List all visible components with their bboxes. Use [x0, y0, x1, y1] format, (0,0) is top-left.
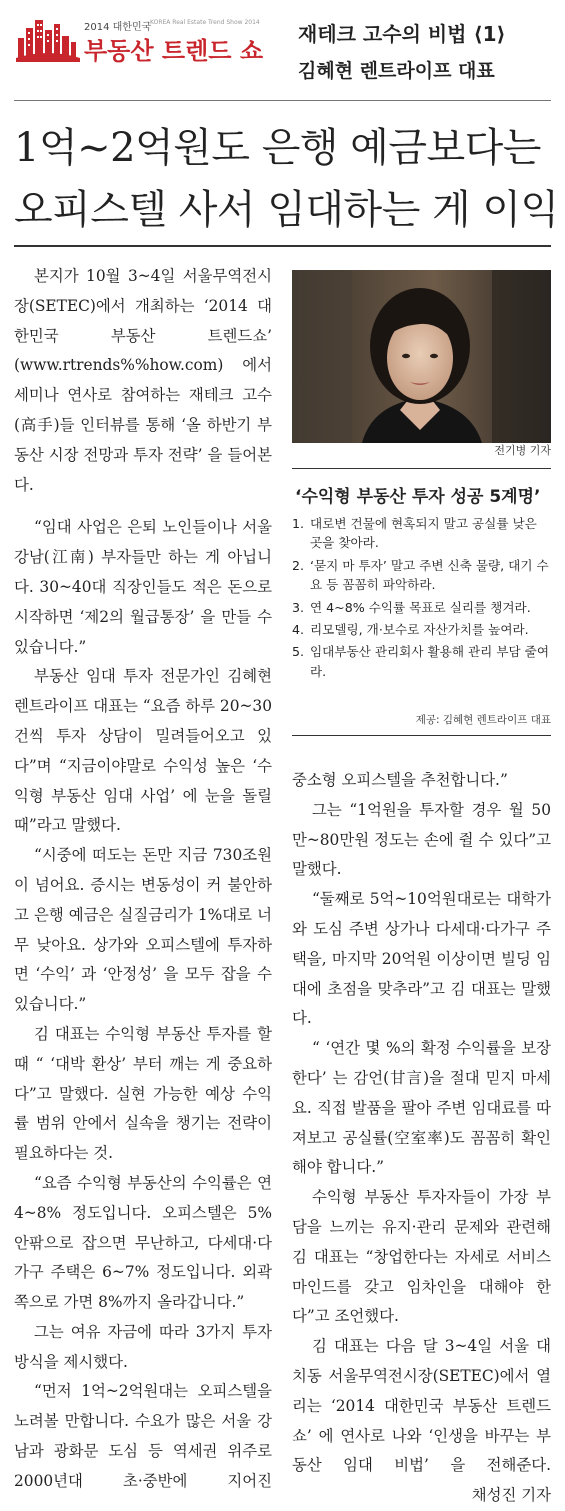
article-paragraph: “먼저 1억~2억원대는 오피스텔을 노려볼 만합니다. 수요가 많은 서울 강남과 광화문 도심 등 역세권 위주로 2000년대 초·중반에 지어진 — [14, 1382, 272, 1490]
logo-subtitle: KOREA Real Estate Trend Show 2014 — [150, 19, 260, 26]
list-item — [292, 642, 551, 681]
article-paragraph: “시중에 떠도는 돈만 지금 730조원이 넘어요. 증시는 변동성이 커 불안하고 은행 예금은 실질금리가 1%대로 너무 낮아요. 상가와 오피스텔에 투자하면 ‘수익’ 과 ‘안정성’ 을 모두 잡을 수 있습니다.” — [14, 846, 272, 1014]
list-item-number: 3. — [292, 599, 305, 615]
article-paragraph: “요즘 수익형 부동산의 수익률은 연 4~8% 정도입니다. 오피스텔은 5% 안팎으로 잡으면 무난하고, 다세대·다가구 주택은 6~7% 정도입니다. 외곽 쪽으로 가면 8%까지 올라갑니다.” — [14, 1173, 272, 1312]
sidebar-top-rule — [292, 468, 551, 469]
article-paragraph: “ ‘연간 몇 %의 확정 수익률을 보장한다’ 는 감언(甘言)을 절대 믿지 마세요. 직접 발품을 팔아 주변 임대료를 따져보고 공실률(空室率)도 꼼꼼히 확인해야 합니다.” — [292, 1039, 551, 1177]
list-item-number: 5. — [292, 644, 305, 660]
sidebar-bottom-rule — [292, 735, 551, 736]
columnist-byline: 김혜현 렌트라이프 대표 — [298, 60, 495, 82]
logo-year: 2014 대한민국 — [84, 22, 152, 33]
article-paragraph: 그는 여유 자금에 따라 3가지 투자 방식을 제시했다. — [14, 1322, 272, 1371]
list-item-text: ‘묻지 마 투자’ 말고 주변 신축 물량, 대기 수요 등 꼼꼼히 파악하라. — [310, 557, 549, 593]
sidebar-title: ‘수익형 부동산 투자 성공 5계명’ — [295, 487, 541, 507]
headline-line-2: 오피스텔 사서 임대하는 게 이익 — [14, 187, 559, 233]
list-item-number: 2. — [292, 557, 305, 573]
list-item — [292, 556, 551, 595]
article-left-column — [14, 262, 272, 1497]
list-item — [292, 598, 551, 617]
list-item — [292, 514, 551, 553]
photo-credit: 전기병 기자 — [494, 444, 551, 457]
list-item — [292, 620, 551, 639]
list-item-text: 연 4~8% 수익률 목표로 실리를 챙겨라. — [310, 599, 531, 615]
article-paragraph: 김 대표는 수익형 부동산 투자를 할 때 “ ‘대박 환상’ 부터 깨는 게 중요하다”고 말했다. 실현 가능한 예상 수익률 범위 안에서 실속을 챙기는 전략이 필요하다는 것. — [14, 1024, 272, 1163]
series-title: 재테크 고수의 비법 ⟨1⟩ — [298, 22, 506, 46]
reporter-byline: 채성진 기자 — [471, 1486, 551, 1505]
article-paragraph: 부동산 임대 투자 전문가인 김혜현 렌트라이프 대표는 “요즘 하루 20~30건씩 투자 상담이 밀려들어오고 있다”며 “지금이야말로 수익성 높은 ‘수익형 부동산 임대 사업’ 에 눈을 돌릴 때”라고 말했다. — [14, 667, 272, 835]
list-item-number: 4. — [292, 622, 305, 638]
article-paragraph: 본지가 10월 3~4일 서울무역전시장(SETEC)에서 개최하는 ‘2014 대한민국 부동산 트렌드쇼’ (www.rtrends%%how.com) 에서 세미나 연사로 참여하는 재테크 고수(高手)들 인터뷰를 통해 ‘올 하반기 부동산 시장 전망과 투자 전략’ 을 들어본다. — [14, 267, 272, 494]
article-paragraph: “둘째로 5억~10억원대로는 대학가와 도심 주변 상가나 다세대·다가구 주택을, 마지막 20억원 이상이면 빌딩 임대에 초점을 맞추라”고 김 대표는 말했다. — [292, 890, 551, 1028]
article-paragraph: 중소형 오피스텔을 추천합니다.” — [292, 771, 508, 789]
headline-line-1: 1억~2억원도 은행 예금보다는 — [14, 125, 541, 171]
list-item-text: 임대부동산 관리회사 활용해 관리 부담 줄여라. — [310, 644, 549, 679]
article-paragraph — [292, 1332, 551, 1505]
list-item-number: 1. — [292, 516, 305, 531]
list-item-text: 리모델링, 개·보수로 자산가치를 높여라. — [310, 622, 529, 638]
headline-divider — [14, 245, 551, 247]
article-paragraph: “임대 사업은 은퇴 노인들이나 서울 강남(江南) 부자들만 하는 게 아닙니다. 30~40대 직장인들도 적은 돈으로 시작하면 ‘제2의 월급통장’ 을 만들 수 있습니다.” — [14, 518, 272, 656]
sidebar-rules-list — [292, 514, 551, 684]
list-item-text: 대로변 건물에 현혹되지 말고 공실률 낮은 곳을 찾아라. — [310, 516, 537, 551]
header-divider — [14, 100, 551, 101]
sidebar-source: 제공: 김혜현 렌트라이프 대표 — [415, 714, 551, 726]
article-paragraph-text: 김 대표는 다음 달 3~4일 서울 대치동 서울무역전시장(SETEC)에서 열리는 ‘2014 대한민국 부동산 트렌드쇼’ 에 연사로 나와 ‘인생을 바꾸는 부동산 임대 비법’ 을 전해준다. — [292, 1337, 551, 1475]
article-paragraph: 수익형 부동산 투자자들이 가장 부담을 느끼는 유지·관리 문제와 관련해 김 대표는 “창업한다는 자세로 서비스 마인드를 갖고 임차인을 대해야 한다”고 조언했다. — [292, 1188, 551, 1326]
article-paragraph: 그는 “1억원을 투자할 경우 월 50만~80만원 정도는 손에 쥘 수 있다”고 말했다. — [292, 800, 551, 879]
logo-title: 부동산 트렌드 쇼 — [84, 37, 263, 65]
columnist-portrait-photo — [292, 270, 551, 443]
article-right-column — [292, 766, 551, 1511]
